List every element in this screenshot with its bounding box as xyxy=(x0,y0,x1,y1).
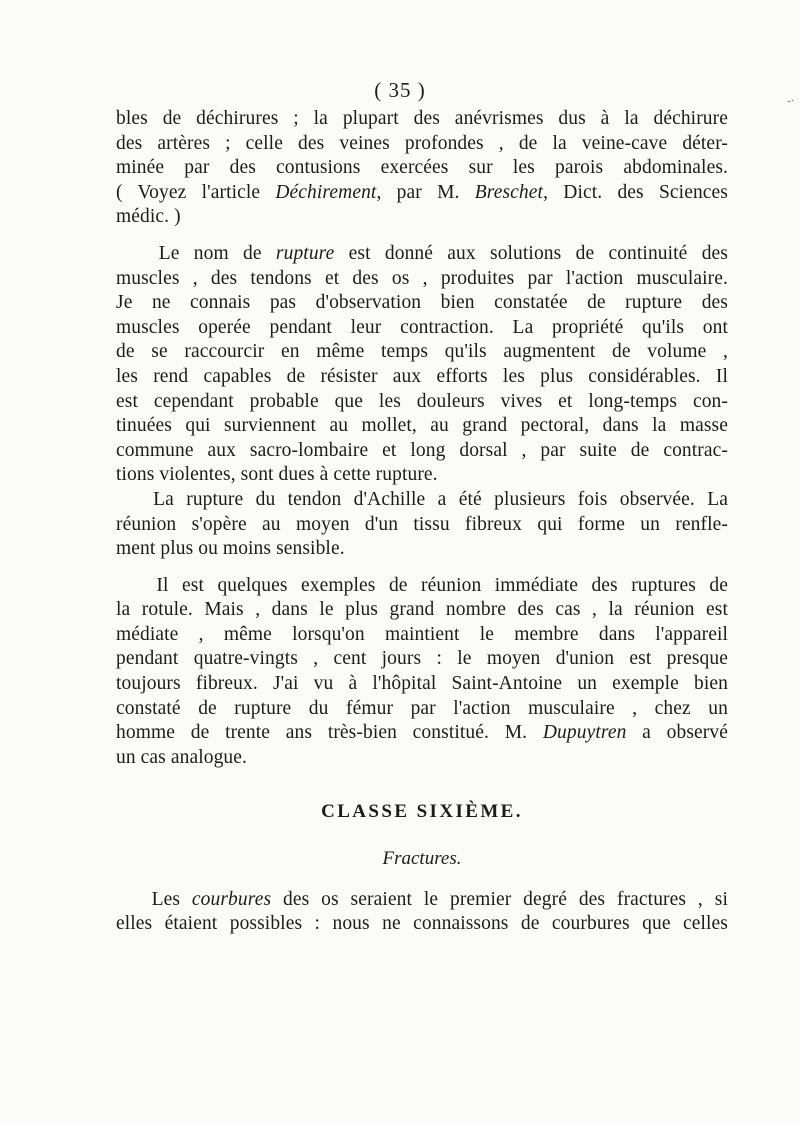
paragraph-achille xyxy=(116,488,728,562)
text-line: médiate , même lorsqu'on maintient le membre dans l'appareil xyxy=(116,623,728,645)
section-heading: CLASSE SIXIÈME. xyxy=(321,801,523,823)
author-name: Breschet xyxy=(474,181,544,203)
text-run: homme de trente ans très-bien constitué. M. xyxy=(116,722,543,744)
text-line xyxy=(116,488,728,513)
text-line: tions violentes, sont dues à cette rupture. xyxy=(116,464,438,486)
text-line: Je ne connais pas d'observation bien constatée de rupture des xyxy=(116,292,728,314)
text-line xyxy=(116,181,728,206)
text-line xyxy=(116,242,728,267)
text-run: ( Voyez l'article xyxy=(116,181,276,203)
text-run: est donné aux solutions de continuité des xyxy=(334,242,728,264)
text-run: Il est quelques exemples de réunion immédiate des ruptures de xyxy=(156,574,728,596)
italic-term: courbures xyxy=(191,888,272,910)
text-line: un cas analogue. xyxy=(116,746,248,768)
italic-term: rupture xyxy=(275,242,335,264)
text-line: de se raccourcir en même temps qu'ils augmentent de volume , xyxy=(116,341,728,363)
text-run: Les xyxy=(151,888,192,910)
paragraph-rupture xyxy=(116,242,728,488)
body-text xyxy=(116,107,728,937)
text-line: muscles , des tendons et des os , produites par l'action musculaire. xyxy=(116,267,728,289)
page-number: ( 35 ) xyxy=(374,78,426,102)
text-line: pendant quatre-vingts , cent jours : le moyen d'union est presque xyxy=(116,648,728,670)
text-line: elles étaient possibles : nous ne connaissons de courbures que celles xyxy=(116,913,728,935)
paragraph-gap xyxy=(116,230,728,242)
paragraph-dechirures xyxy=(116,107,728,230)
text-line: commune aux sacro-lombaire et long dorsal , par suite de contrac- xyxy=(116,439,728,461)
text-line xyxy=(116,721,728,746)
text-line: ment plus ou moins sensible. xyxy=(116,538,345,560)
text-line: toujours fibreux. J'ai vu à l'hôpital Saint-Antoine un exemple bien xyxy=(116,673,728,695)
text-run: , Dict. des Sciences xyxy=(543,181,728,203)
text-line: la rotule. Mais , dans le plus grand nombre des cas , la réunion est xyxy=(116,599,728,621)
section-gap xyxy=(116,872,728,888)
text-line: réunion s'opère au moyen d'un tissu fibreux qui forme un renfle- xyxy=(116,513,728,535)
paragraph-courbures xyxy=(116,888,728,937)
section-subheading: Fractures. xyxy=(382,848,462,870)
margin-mark: -· xyxy=(787,96,794,107)
author-name: Dupuytren xyxy=(542,722,627,744)
text-run: des os seraient le premier degré des fractures , si xyxy=(271,888,728,910)
text-line: bles de déchirures ; la plupart des anévrismes dus à la déchirure xyxy=(116,108,728,129)
text-line: muscles operée pendant leur contraction. La propriété qu'ils ont xyxy=(116,316,728,338)
text-line: minée par des contusions exercées sur les parois abdominales. xyxy=(116,157,728,179)
text-line: des artères ; celle des veines profondes , de la veine-cave déter- xyxy=(116,132,728,154)
text-line: est cependant probable que les douleurs vives et long-temps con- xyxy=(116,390,728,412)
text-run: Le nom de xyxy=(158,242,276,264)
text-line xyxy=(116,574,728,599)
text-line: médic. ) xyxy=(116,206,181,228)
paragraph-rotule xyxy=(116,574,728,771)
text-line: les rend capables de résister aux efforts les plus considérables. Il xyxy=(116,365,728,387)
paragraph-gap xyxy=(116,562,728,574)
text-line xyxy=(116,888,728,913)
section-gap xyxy=(116,770,728,800)
text-run: La rupture du tendon d'Achille a été plusieurs fois observée. La xyxy=(153,488,728,510)
text-line: tinuées qui surviennent au mollet, au grand pectoral, dans la masse xyxy=(116,415,728,437)
text-line: constaté de rupture du fémur par l'action musculaire , chez un xyxy=(116,697,728,719)
text-run: a observé xyxy=(626,722,728,744)
section-gap xyxy=(116,825,728,847)
text-run: , par M. xyxy=(376,181,475,203)
italic-reference: Déchirement xyxy=(275,181,377,203)
